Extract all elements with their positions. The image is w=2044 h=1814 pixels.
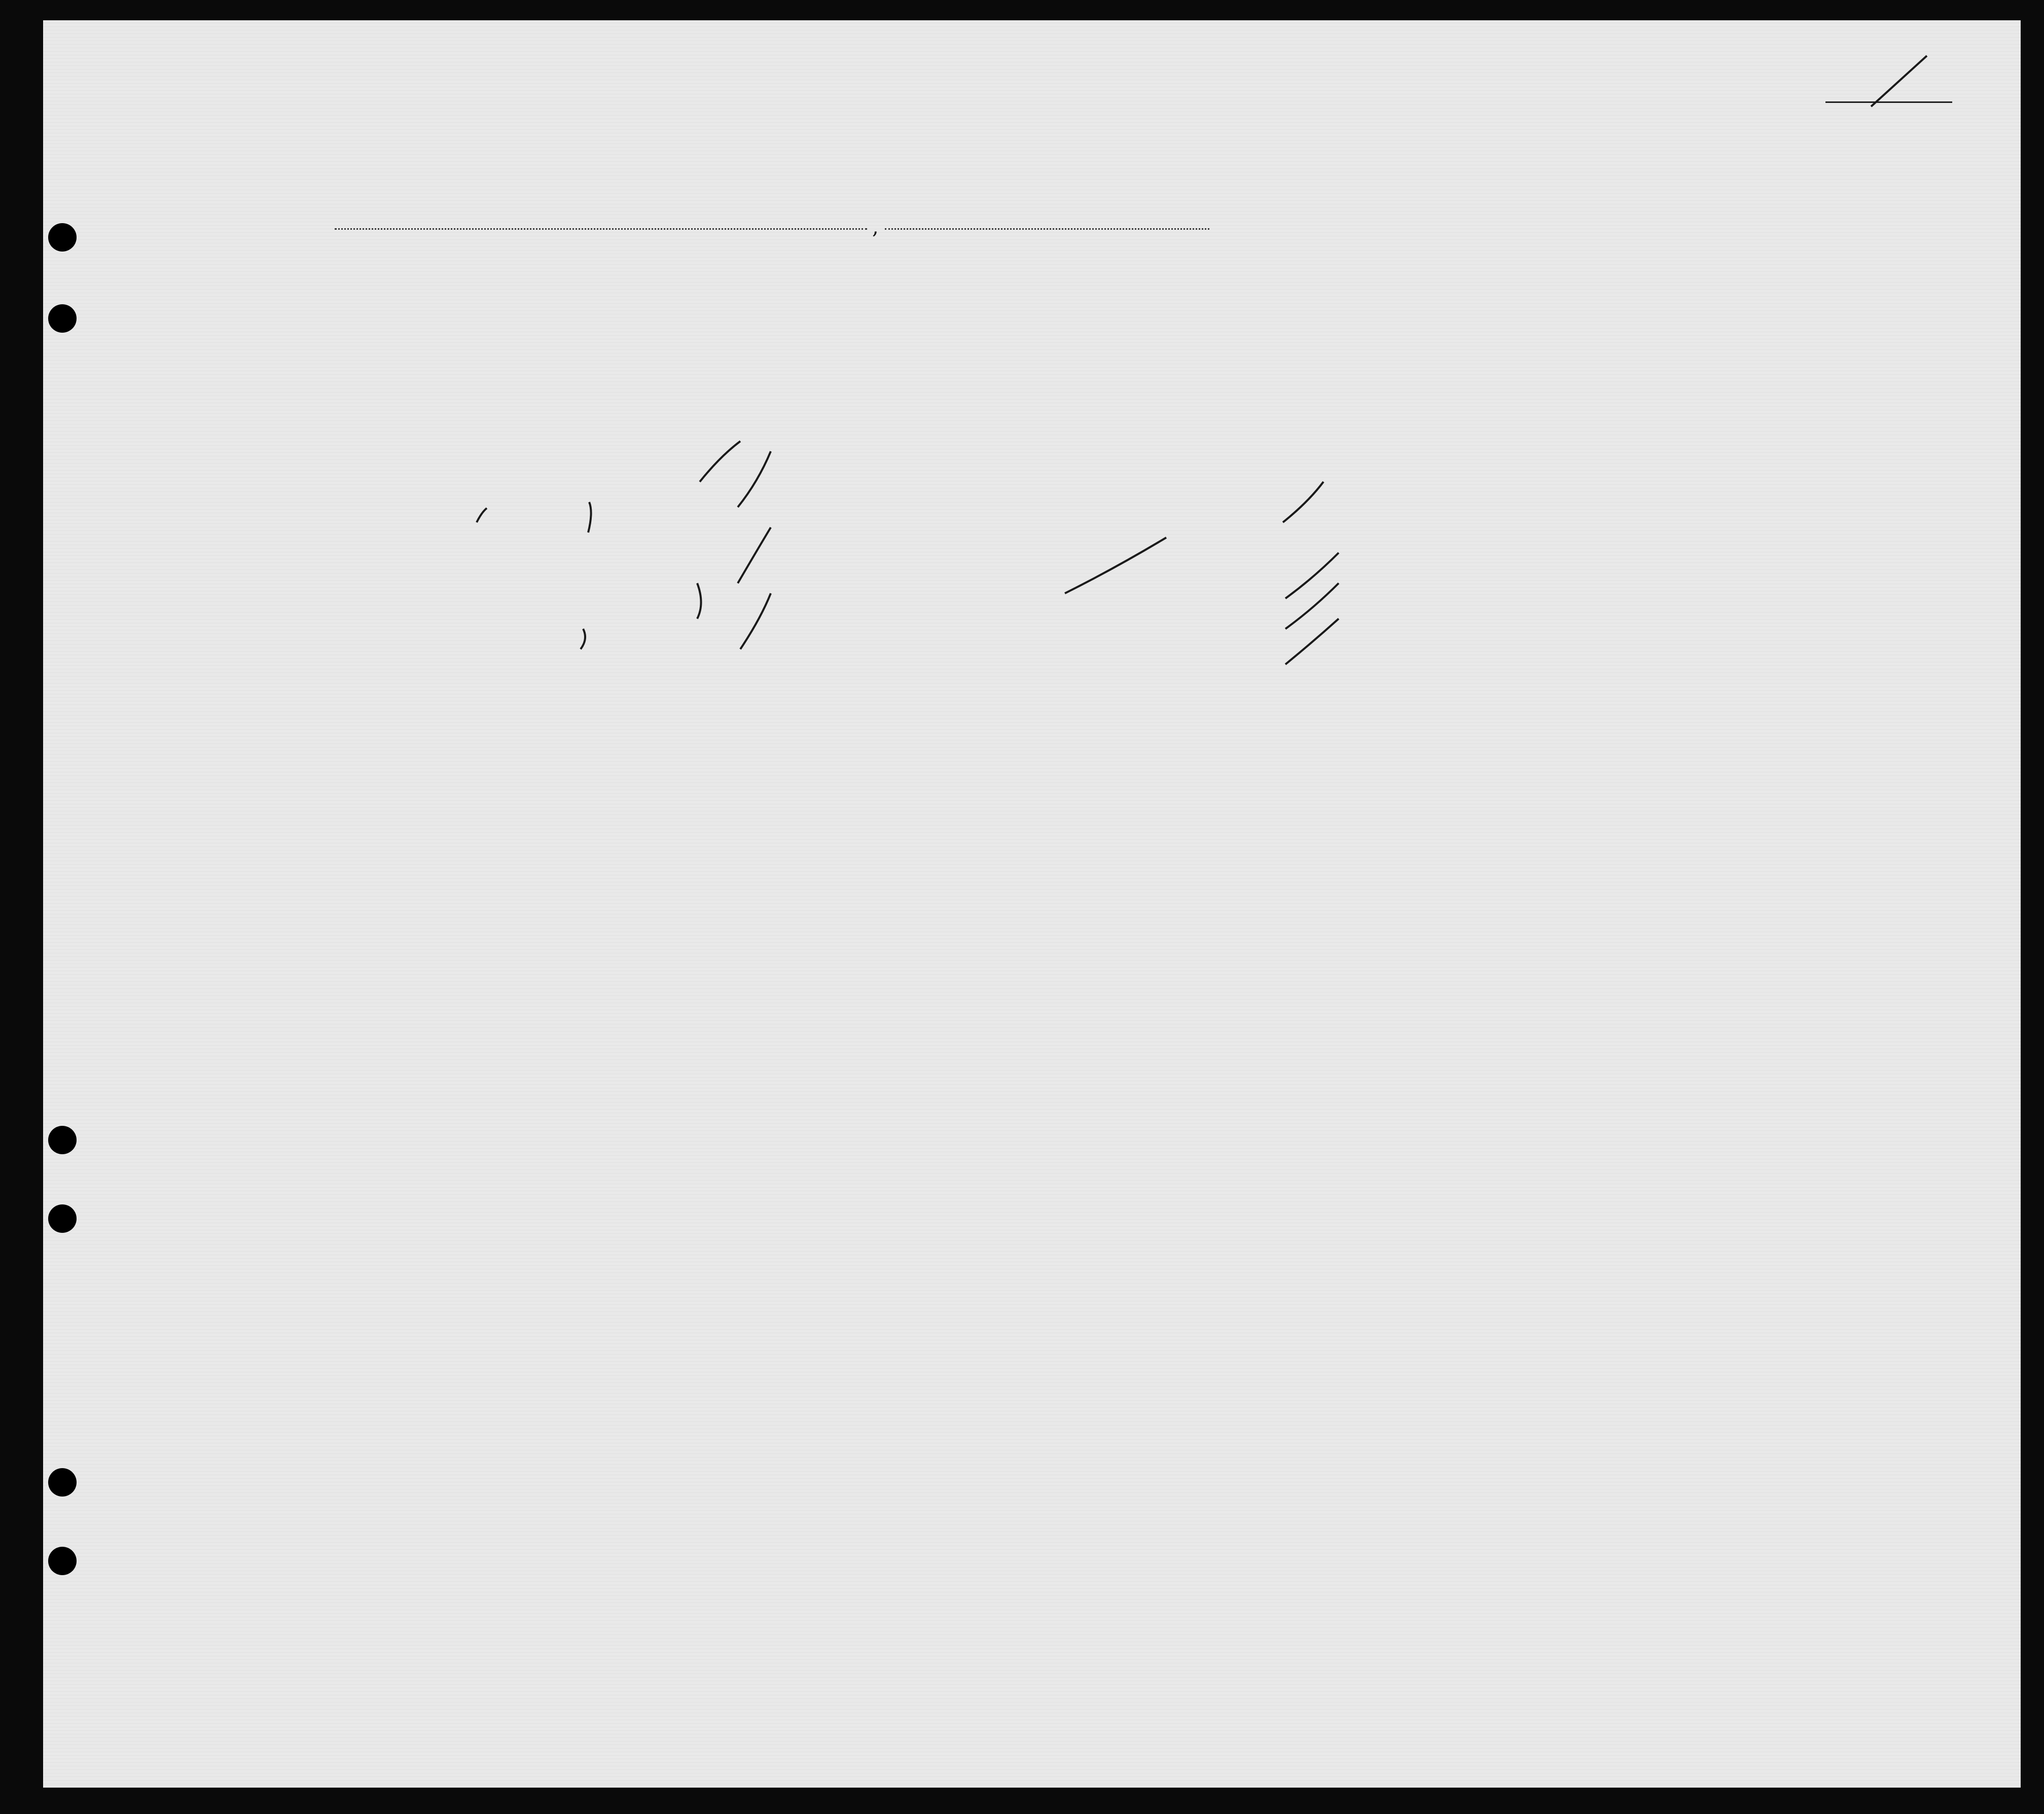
check-marks bbox=[0, 0, 2044, 761]
